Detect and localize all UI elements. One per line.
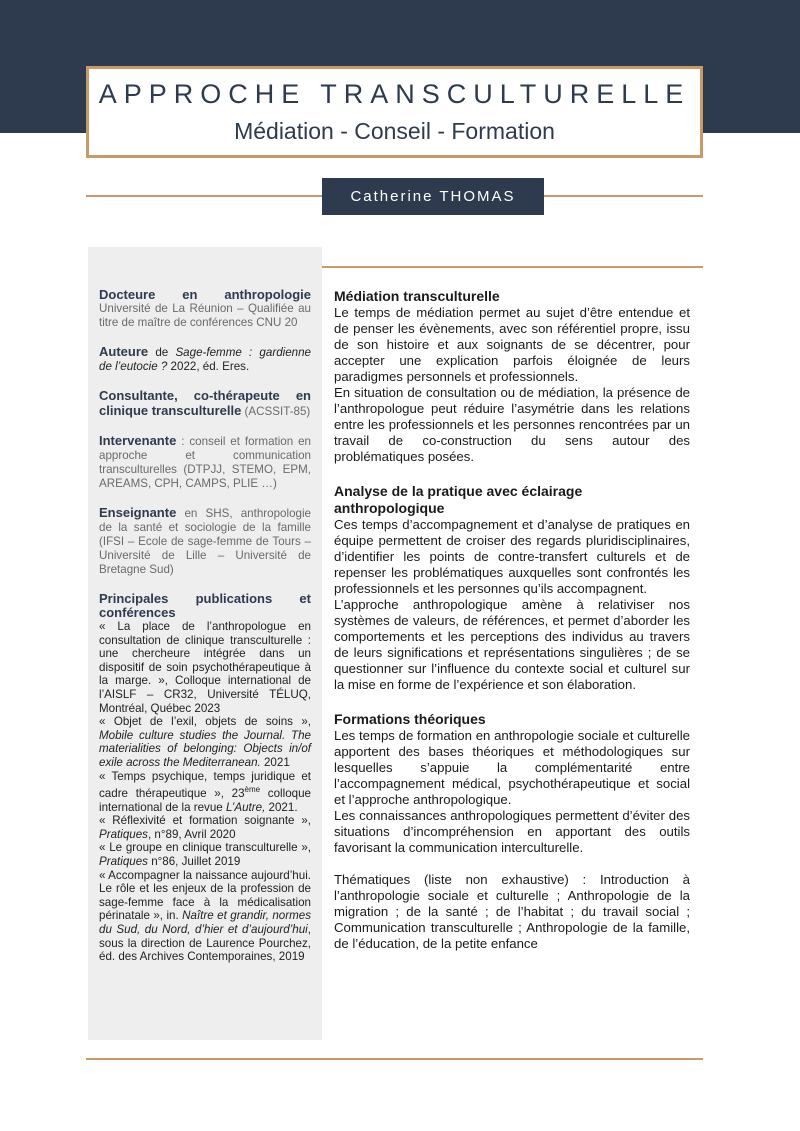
auteure-post: 2022, éd. Eres. <box>167 360 250 373</box>
publications-list <box>99 620 311 964</box>
publication-item <box>99 841 311 868</box>
page-subtitle: Médiation - Conseil - Formation <box>234 118 555 144</box>
page-title: APPROCHE TRANSCULTURELLE <box>98 79 691 109</box>
docteure-heading: Docteure en anthropologie <box>99 287 311 302</box>
publication-item <box>99 715 311 769</box>
publication-year: , sous la direction de Laurence Pourchez, éd. des Archives Contemporaines, 2019 <box>99 922 311 964</box>
main-divider <box>322 266 703 268</box>
publication-item <box>99 770 311 815</box>
publication-item: « La place de l’anthropologue en consultation de clinique transculturelle : une chercheure intégrée dans un dispositif de soin psychothérapeutique à la marge. », Colloque international de l’AISLF – CR32, Université TÉLUQ, Montréal, Québec 2023 <box>99 620 311 715</box>
publication-year: 2021 <box>260 755 290 769</box>
name-divider-right <box>544 195 703 197</box>
section-mediation <box>334 288 690 465</box>
section-formations <box>334 711 690 952</box>
sidebar <box>88 247 322 1040</box>
publication-item <box>99 869 311 964</box>
paragraph: Le temps de médiation permet au sujet d’être entendue et de penser les évènements, avec son référentiel propre, issu de son histoire et aux soignants de se décentrer, pour accepter une explication parfois éloignée de leurs paradigmes personnels et professionnels. <box>334 305 690 384</box>
paragraph: L’approche anthropologique amène à relativiser nos systèmes de valeurs, de références, et permet d’aborder les comportements et les perceptions des individus au travers de leurs significations et représentations singulières ; de se questionner sur l’influence du contexte social et culturel sur la mise en forme de l’expérience et son élaboration. <box>334 597 690 692</box>
publication-text: « Réflexivité et formation soignante », <box>99 814 311 828</box>
publication-journal: Pratiques <box>99 827 148 841</box>
intervenante-heading: Intervenante <box>99 433 177 448</box>
paragraph: Les connaissances anthropologiques permettent d’éviter des situations d’incompréhension en apportant des outils favorisant la communication interculturelle. <box>334 808 690 855</box>
section-analyse <box>334 483 690 693</box>
publication-text: « Temps psychique, temps juridique et cadre thérapeutique », 23 <box>99 769 311 800</box>
enseignante-heading: Enseignante <box>99 505 177 520</box>
publication-journal: Pratiques <box>99 854 148 868</box>
title-box <box>86 66 703 158</box>
sidebar-docteure <box>99 288 311 330</box>
consultante-heading: Consultante, co-thérapeute en clinique transculturelle <box>99 388 311 418</box>
publication-text: « Le groupe en clinique transculturelle », <box>99 841 311 855</box>
docteure-text: Université de La Réunion – Qualifiée au titre de maître de conférences CNU 20 <box>99 302 311 329</box>
publication-journal: Mobile culture studies the Journal. The materialities of belonging: Objects in/of exile across the Mediterranean. <box>99 728 311 769</box>
section-title: Formations théoriques <box>334 711 486 727</box>
publication-text: « Objet de l’exil, objets de soins », <box>99 715 311 729</box>
publication-text: colloque international de la revue <box>99 786 311 814</box>
sidebar-publications <box>99 592 311 964</box>
consultante-text: (ACSSIT-85) <box>241 405 311 418</box>
sidebar-intervenante <box>99 434 311 491</box>
paragraph: En situation de consultation ou de médiation, la présence de l’anthropologue peut réduire l’asymétrie dans les relations entre les professionnels et les personnes rencontrées par un travail de co-construction du sens autour des problématiques posées. <box>334 385 690 464</box>
bottom-divider <box>86 1058 703 1060</box>
publication-year: 2021. <box>265 800 298 814</box>
publications-heading: Principales publications et conférences <box>99 591 311 620</box>
sidebar-content <box>99 288 311 964</box>
sidebar-enseignante <box>99 506 311 577</box>
auteure-book-title: Sage-femme : gardienne de l’eutocie ? <box>99 346 312 373</box>
publication-text: « Accompagner la naissance aujourd’hui. Le rôle et les enjeux de la profession de sage-femme face à la médicalisation périnatale », in. <box>99 868 311 923</box>
paragraph: Ces temps d’accompagnement et d’analyse de pratiques en équipe permettent de croiser des regards pluridisciplinaires, d’identifier les points de contre-transfert culturels et de repenser les problématiques auxquelles sont confrontés les professionnels et les personnes qu’ils accompagnent. <box>334 517 690 596</box>
publication-journal: Naître et grandir, normes du Sud, du Nord, d’hier et d’aujourd’hui <box>99 909 312 936</box>
name-badge: Catherine THOMAS <box>322 178 544 215</box>
enseignante-text: en SHS, anthropologie de la santé et sociologie de la famille (IFSI – Ecole de sage-femme de Tours – Université de Lille – Université de Bretagne Sud) <box>99 507 311 576</box>
intervenante-text: : conseil et formation en approche et communication transculturelles (DTPJJ, STEMO, EPM, AREAMS, CPH, CAMPS, PLIE …) <box>99 435 311 490</box>
auteure-heading: Auteure <box>99 344 149 359</box>
section-title: Analyse de la pratique avec éclairage anthropologique <box>334 483 583 516</box>
publication-year: n°86, Juillet 2019 <box>147 854 241 868</box>
auteure-pre: de <box>148 346 176 359</box>
sidebar-auteure <box>99 345 311 374</box>
paragraph: Les temps de formation en anthropologie sociale et culturelle apportent des bases théoriques et méthodologiques sur lesquelles s’appuie la complémentarité entre l’accompagnement médical, psychothérapeutique et social et l’approche anthropologique. <box>334 728 690 807</box>
publication-item <box>99 814 311 841</box>
sidebar-consultante <box>99 389 311 419</box>
name-divider-left <box>86 195 322 197</box>
main-content <box>334 288 690 970</box>
section-title: Médiation transculturelle <box>334 288 500 304</box>
publication-sup: ème <box>244 785 261 795</box>
publication-year: , n°89, Avril 2020 <box>147 827 236 841</box>
paragraph-thematiques: Thématiques (liste non exhaustive) : Introduction à l’anthropologie sociale et culturelle ; Anthropologie de la migration ; de la santé ; de l’habitat ; du travail social ; Communication transculturelle ; Anthropologie de la famille, de l’éducation, de la petite enfance <box>334 872 690 951</box>
publication-journal: L’Autre, <box>225 800 266 814</box>
